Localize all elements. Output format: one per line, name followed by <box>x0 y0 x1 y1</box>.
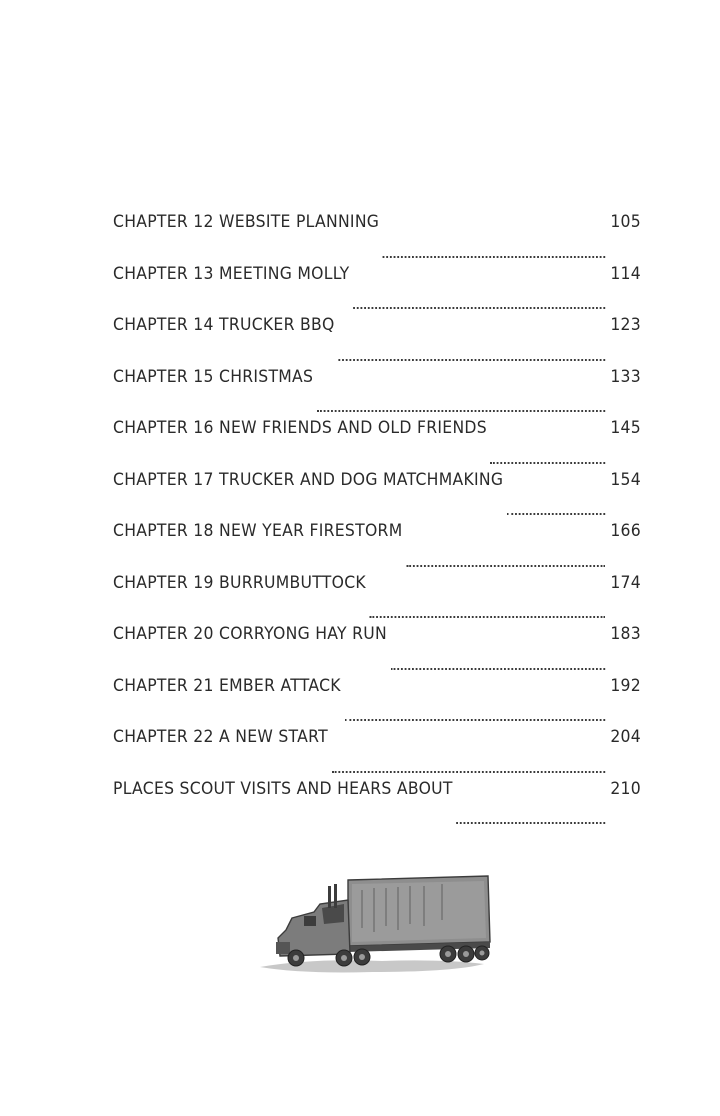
toc-entry-page: 192 <box>610 675 642 696</box>
toc-entry <box>113 573 641 625</box>
dot-leader <box>507 513 605 515</box>
toc-entry-title: CHAPTER 12 WEBSITE PLANNING <box>113 212 380 232</box>
dot-leader <box>456 822 604 824</box>
toc-entry-title: PLACES SCOUT VISITS AND HEARS ABOUT <box>113 778 453 799</box>
dot-leader <box>353 307 605 309</box>
toc-entry-title: CHAPTER 15 CHRISTMAS <box>113 366 314 387</box>
dot-leader <box>338 359 605 361</box>
dot-leader <box>370 616 605 618</box>
toc-entry <box>113 727 641 779</box>
toc-entry-page: 210 <box>610 778 642 799</box>
toc-entry-title: CHAPTER 14 TRUCKER BBQ <box>113 315 335 335</box>
toc-entry-page: 166 <box>610 521 642 541</box>
toc-entry-page: 204 <box>610 727 642 747</box>
toc-entry-title: CHAPTER 13 MEETING MOLLY <box>113 263 350 284</box>
toc-entry-title: CHAPTER 22 A NEW START <box>113 727 328 747</box>
table-of-contents <box>113 212 641 830</box>
toc-entry <box>113 521 641 573</box>
toc-entry-page: 174 <box>610 572 642 593</box>
toc-entry <box>113 470 641 522</box>
toc-entry-page: 154 <box>610 469 642 490</box>
toc-entry-title: CHAPTER 16 NEW FRIENDS AND OLD FRIENDS <box>113 418 487 438</box>
toc-entry <box>113 624 641 676</box>
toc-entry-title: CHAPTER 21 EMBER ATTACK <box>113 675 341 696</box>
toc-entry-title: CHAPTER 18 NEW YEAR FIRESTORM <box>113 521 403 541</box>
toc-entry <box>113 212 641 264</box>
toc-entry <box>113 315 641 367</box>
toc-entry-page: 114 <box>610 263 642 284</box>
dot-leader <box>345 719 605 721</box>
toc-entry-title: CHAPTER 20 CORRYONG HAY RUN <box>113 624 387 644</box>
dot-leader <box>383 256 605 258</box>
toc-entry-page: 123 <box>610 315 642 335</box>
toc-entry <box>113 418 641 470</box>
toc-entry <box>113 264 641 316</box>
toc-entry-page: 183 <box>610 624 642 644</box>
truck-illustration-icon <box>252 866 502 986</box>
toc-entry <box>113 367 641 419</box>
dot-leader <box>491 462 605 464</box>
toc-entry-title: CHAPTER 17 TRUCKER AND DOG MATCHMAKING <box>113 469 504 490</box>
dot-leader <box>406 565 605 567</box>
dot-leader <box>332 771 605 773</box>
toc-entry <box>113 676 641 728</box>
dot-leader <box>391 668 605 670</box>
dot-leader <box>317 410 605 412</box>
toc-entry <box>113 779 641 831</box>
toc-entry-page: 133 <box>610 366 642 387</box>
toc-entry-page: 145 <box>610 418 642 438</box>
toc-entry-title: CHAPTER 19 BURRUMBUTTOCK <box>113 572 366 593</box>
toc-entry-page: 105 <box>610 212 642 232</box>
